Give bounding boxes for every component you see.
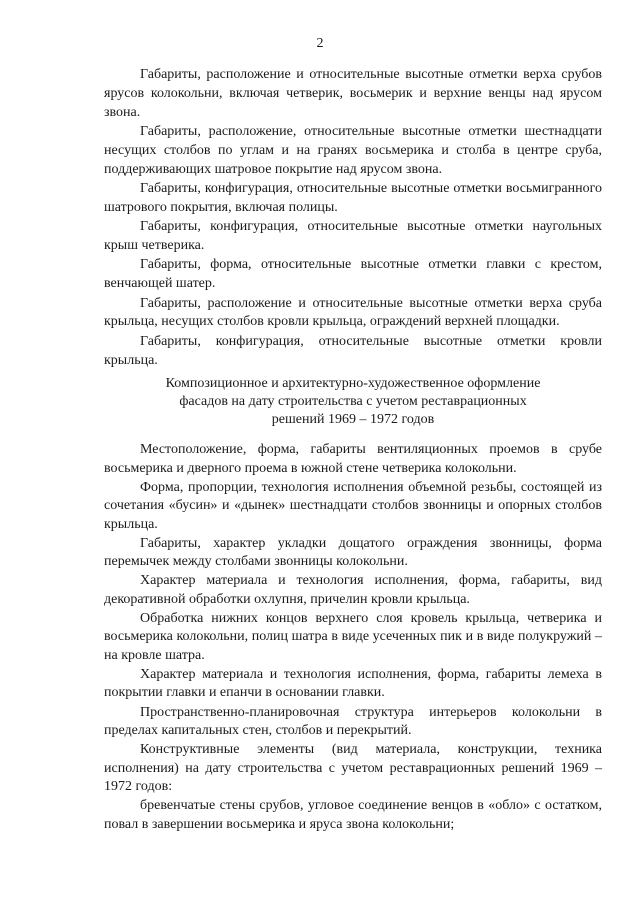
section-object-dimensions <box>104 66 602 371</box>
paragraph: Габариты, расположение и относительные высотные отметки верха сруба крыльца, несущих столбов кровли крыльца, ограждений верхней площадки. <box>104 295 602 330</box>
heading-line: решений 1969 – 1972 годов <box>271 412 435 428</box>
page-number: 2 <box>316 36 324 51</box>
paragraph: Характер материала и технология исполнения, форма, габариты, вид декоративной обработки охлупня, причелин кровли крыльца. <box>104 573 602 607</box>
heading-line: фасадов на дату строительства с учетом реставрационных <box>179 394 527 410</box>
paragraph: бревенчатые стены срубов, угловое соединение венцов в «обло» с остатком, повал в завершении восьмерика и яруса звона колокольни; <box>104 798 602 832</box>
section-heading <box>104 375 602 430</box>
paragraph: Габариты, расположение, относительные высотные отметки шестнадцати несущих столбов по углам и на гранях восьмерика и столба в центре сруба, поддерживающих шатровое покрытие над ярусом звона. <box>104 123 602 177</box>
paragraph: Пространственно-планировочная структура интерьеров колокольни в пределах капитальных стен, столбов и перекрытий. <box>104 704 602 739</box>
paragraph: Габариты, конфигурация, относительные высотные отметки восьмигранного шатрового покрытия, включая полицы. <box>104 180 602 215</box>
paragraph: Обработка нижних концов верхнего слоя кровель крыльца, четверика и восьмерика колокольни, полиц шатра в виде усеченных пик и в виде полукружий – на кровле шатра. <box>104 610 602 663</box>
heading-line: Композиционное и архитектурно-художественное оформление <box>165 376 541 391</box>
paragraph: Габариты, конфигурация, относительные высотные отметки кровли крыльца. <box>104 333 602 368</box>
paragraph: Габариты, форма, относительные высотные отметки главки с крестом, венчающей шатер. <box>104 257 602 292</box>
paragraph: Габариты, расположение и относительные высотные отметки верха срубов ярусов колокольни, включая четверик, восьмерик и верхние венцы над ярусом звона. <box>104 67 602 120</box>
paragraph: Форма, пропорции, технология исполнения объемной резьбы, состоящей из сочетания «бусин» и «дынек» шестнадцати столбов звонницы и опорных столбов крыльца. <box>104 479 602 532</box>
paragraph: Конструктивные элементы (вид материала, конструкции, техника исполнения) на дату строительства с учетом реставрационных решений 1969 – 1972 годов: <box>104 742 602 795</box>
paragraph: Характер материала и технология исполнения, форма, габариты лемеха в покрытии главки и епанчи в основании главки. <box>104 666 602 701</box>
paragraph: Местоположение, форма, габариты вентиляционных проемов в срубе восьмерика и дверного проема в южной стене четверика колокольни. <box>104 442 602 476</box>
paragraph: Габариты, конфигурация, относительные высотные отметки наугольных крыш четверика. <box>104 219 602 253</box>
paragraph: Габариты, характер укладки дощатого ограждения звонницы, форма перемычек между столбами звонницы колокольни. <box>104 535 602 570</box>
section-facade-decoration <box>104 441 602 835</box>
